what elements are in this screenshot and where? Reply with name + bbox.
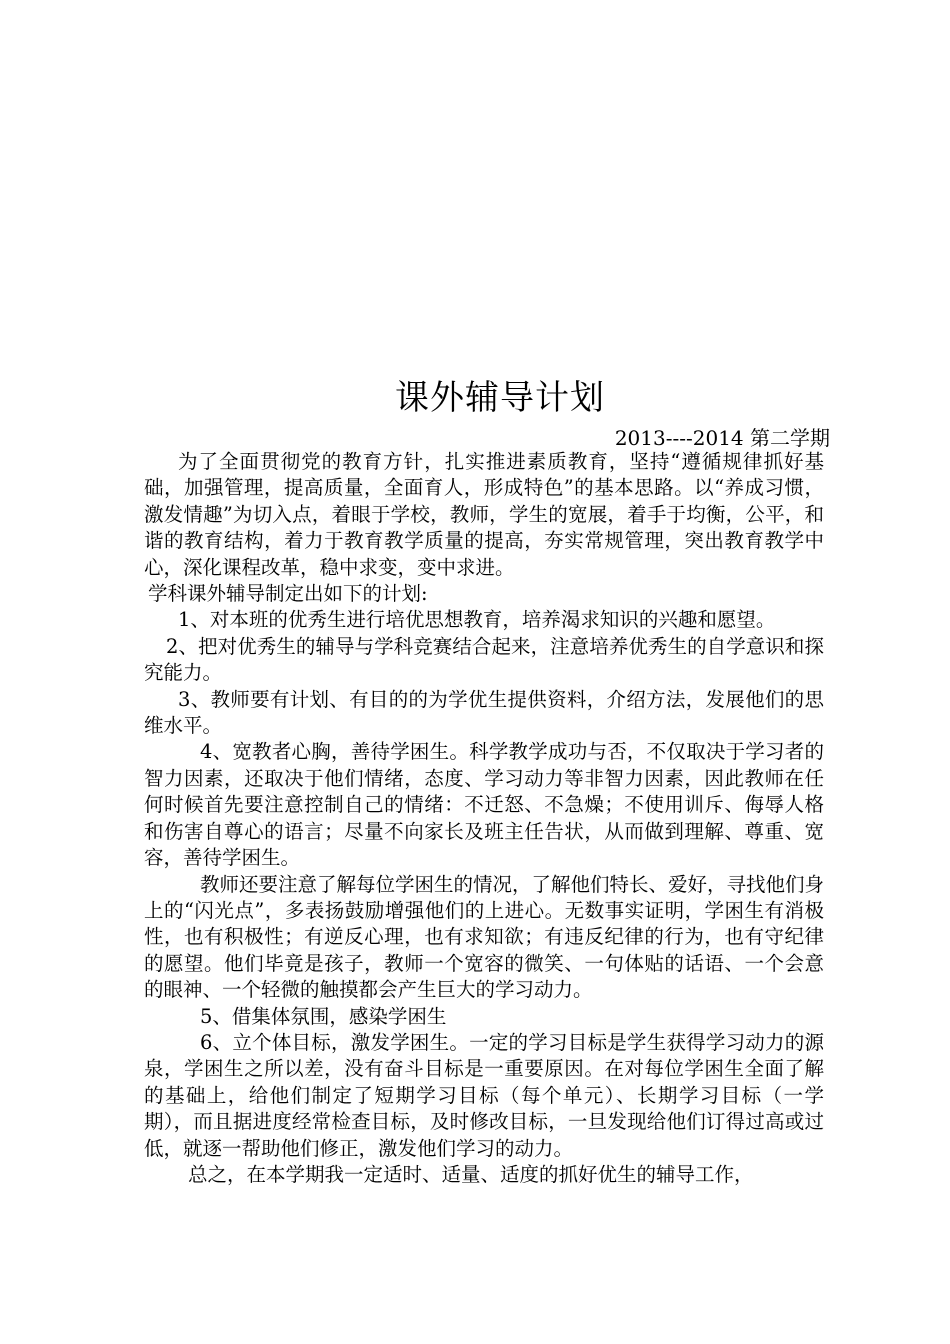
paragraph-item-2: 2、把对优秀生的辅导与学科竞赛结合起来，注意培养优秀生的自学意识和探究能力。 <box>144 634 824 685</box>
paragraph-item-6: 6、立个体目标，激发学困生。一定的学习目标是学生获得学习动力的源泉，学困生之所以差，没有奋斗目标是一重要原因。在对每位学困生全面了解的基础上，给他们制定了短期学习目标（每个单元）、长期学习目标（一学期），而且据进度经常检查目标，及时修改目标，一旦发现给他们订得过高或过低，就逐一帮助他们修正，激发他们学习的动力。 <box>144 1030 824 1160</box>
paragraph-item-4: 4、宽教者心胸，善待学困生。科学教学成功与否，不仅取决于学习者的智力因素，还取决于他们情绪，态度、学习动力等非智力因素，因此教师在任何时候首先要注意控制自己的情绪：不迁怒、不急燥；不使用训斥、侮辱人格和伤害自尊心的语言；尽量不向家长及班主任告状，从而做到理解、尊重、宽容，善待学困生。 <box>144 740 824 870</box>
paragraph-conclusion: 总之，在本学期我一定适时、适量、适度的抓好优生的辅导工作， <box>188 1162 754 1186</box>
paragraph-item-5: 5、借集体氛围，感染学困生 <box>200 1004 447 1028</box>
paragraph-item-4-continued: 教师还要注意了解每位学困生的情况，了解他们特长、爱好，寻找他们身上的“闪光点”，多表扬鼓励增强他们的上进心。无数事实证明，学困生有消极性，也有积极性；有逆反心理，也有求知欲；有违反纪律的行为，也有守纪律的愿望。他们毕竟是孩子，教师一个宽容的微笑、一句体贴的话语、一个会意的眼神、一个轻微的触摸都会产生巨大的学习动力。 <box>144 872 825 1002</box>
document-title: 课外辅导计划 <box>395 378 605 418</box>
term-label: 2013----2014 第二学期 <box>614 426 830 450</box>
paragraph-item-3: 3、教师要有计划、有目的的为学优生提供资料，介绍方法，发展他们的思维水平。 <box>144 687 824 738</box>
document-body <box>144 449 824 1188</box>
paragraph-item-1: 1、对本班的优秀生进行培优思想教育，培养渴求知识的兴趣和愿望。 <box>178 608 776 632</box>
paragraph-plan-lead: 学科课外辅导制定出如下的计划: <box>148 582 428 606</box>
paragraph-intro: 为了全面贯彻党的教育方针，扎实推进素质教育，坚持“遵循规律抓好基础，加强管理，提高质量，全面育人，形成特色”的基本思路。以“养成习惯，激发情趣”为切入点，着眼于学校，教师，学生的宽展，着手于均衡，公平，和谐的教育结构，着力于教育教学质量的提高，夯实常规管理，突出教育教学中心，深化课程改革，稳中求变，变中求进。 <box>144 450 824 579</box>
